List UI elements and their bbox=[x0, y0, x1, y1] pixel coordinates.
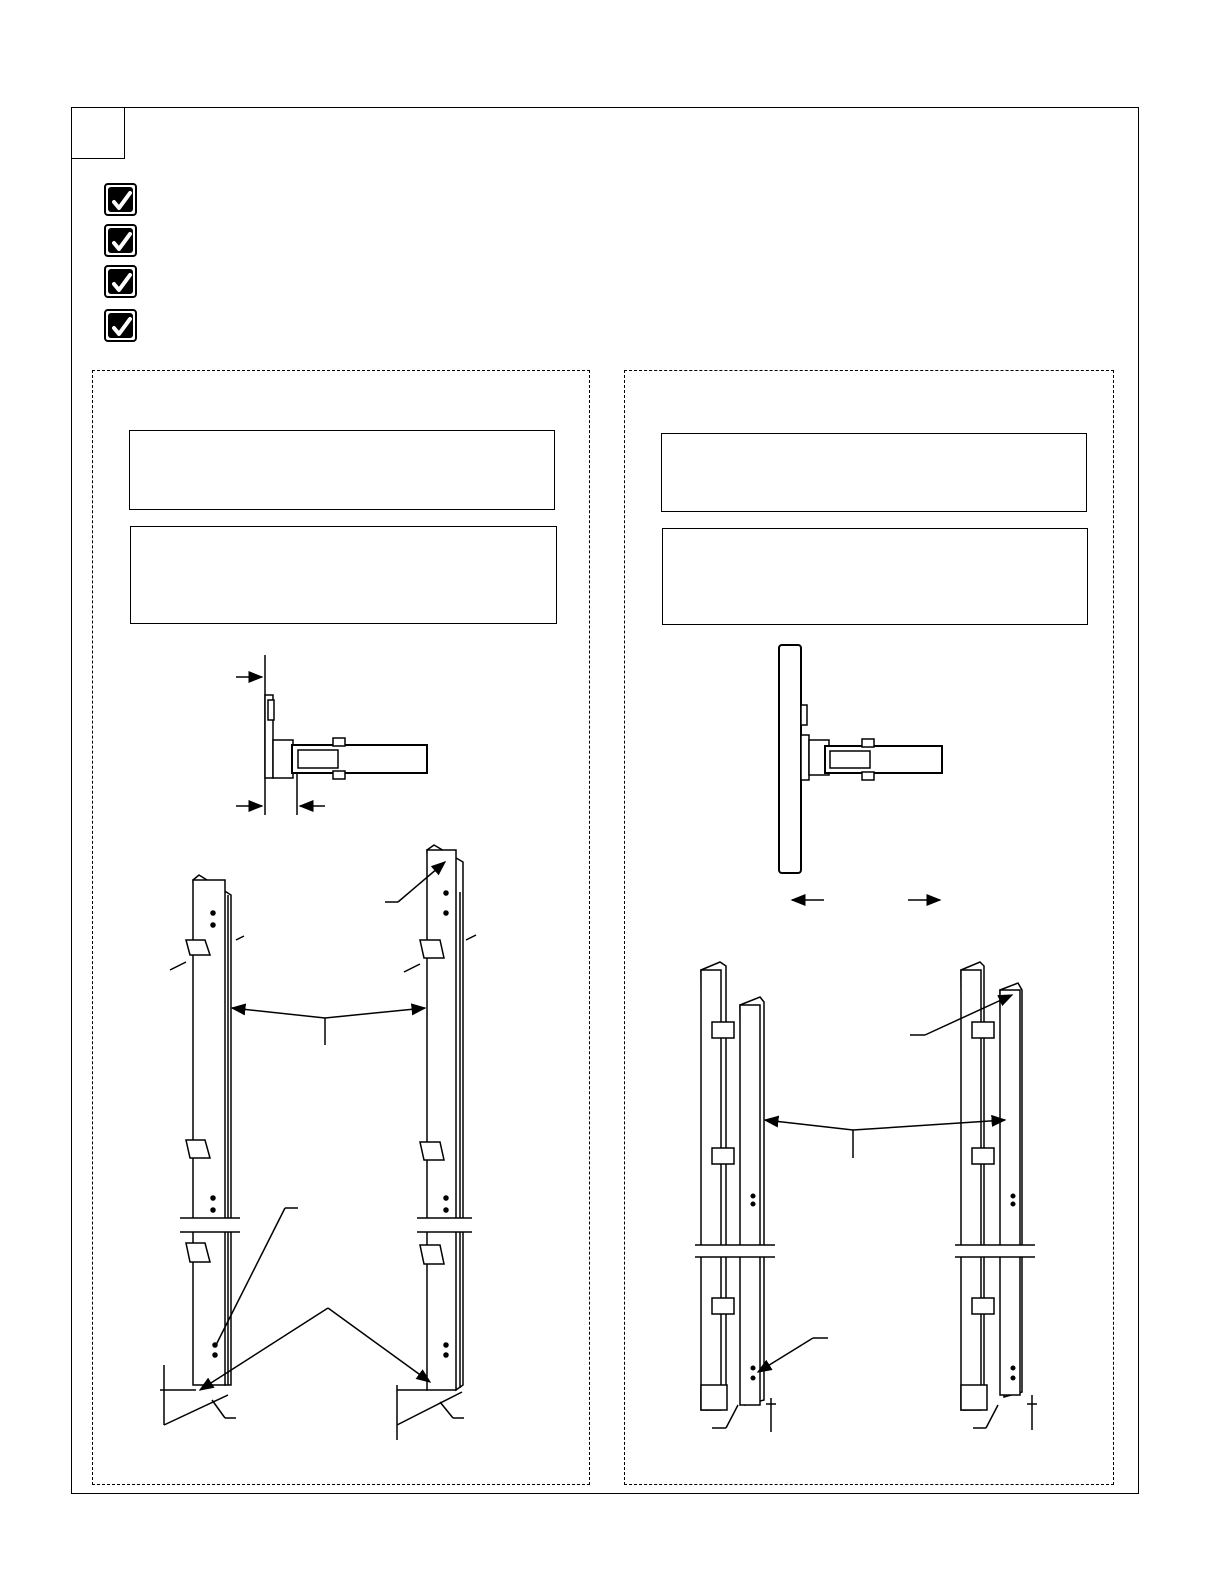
right-upright-pair-a bbox=[695, 962, 775, 1410]
left-upright-b bbox=[404, 845, 476, 1390]
right-bracket-detail bbox=[779, 645, 942, 900]
left-bracket-detail bbox=[236, 655, 427, 815]
right-upright-pair-b bbox=[955, 962, 1035, 1410]
left-upright-a bbox=[170, 875, 244, 1385]
